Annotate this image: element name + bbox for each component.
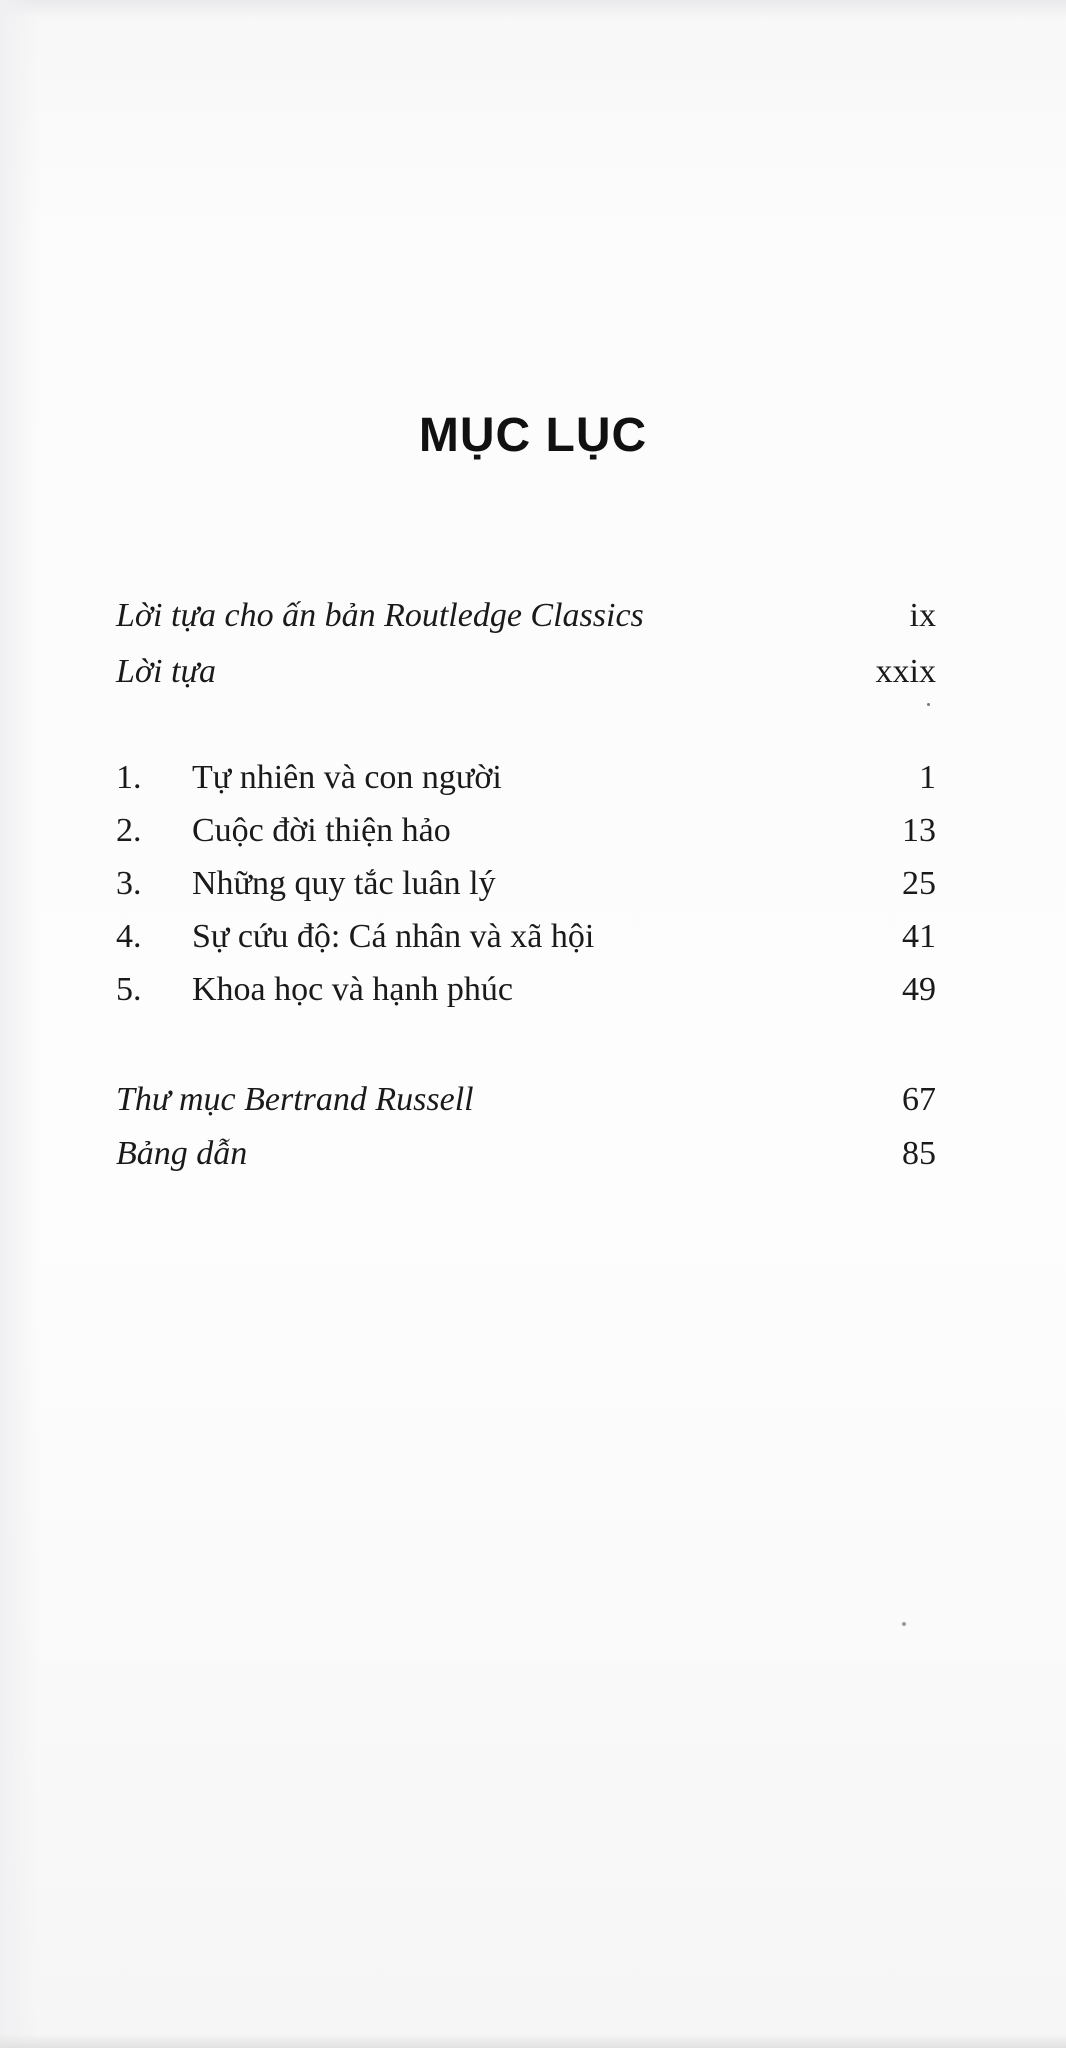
chapter-number: 5. <box>116 971 142 1008</box>
toc-entry-page: ix <box>909 597 936 634</box>
toc-chapter-3 <box>116 860 936 908</box>
toc-entry-bibliography <box>116 1076 936 1124</box>
toc-heading: MỤC LỤC <box>418 409 648 462</box>
toc-chapter-5 <box>116 966 936 1014</box>
toc-entry-label: Lời tựa cho ấn bản Routledge Classics <box>116 597 644 634</box>
toc-entry-page: 85 <box>902 1135 936 1172</box>
chapter-page: 1 <box>919 759 936 796</box>
toc-entry-preface <box>116 648 936 696</box>
toc-entry-index <box>116 1130 936 1178</box>
chapter-number: 1. <box>116 759 142 796</box>
toc-entry-page: 67 <box>902 1081 936 1118</box>
chapter-page: 41 <box>902 918 936 955</box>
chapter-title: Cuộc đời thiện hảo <box>192 812 451 849</box>
toc-entry-label: Thư mục Bertrand Russell <box>116 1081 474 1118</box>
chapter-title: Sự cứu độ: Cá nhân và xã hội <box>192 918 595 955</box>
chapter-number: 2. <box>116 812 142 849</box>
chapter-page: 25 <box>902 865 936 902</box>
paper-speck <box>902 1622 906 1626</box>
paper-speck <box>927 703 930 706</box>
chapter-title: Tự nhiên và con người <box>192 759 502 796</box>
chapter-title: Những quy tắc luân lý <box>192 865 496 902</box>
chapter-number: 3. <box>116 865 142 902</box>
toc-entry-label: Bảng dẫn <box>116 1135 248 1172</box>
chapter-page: 13 <box>902 812 936 849</box>
toc-entry-preface-routledge <box>116 592 936 640</box>
page-bottom-shadow <box>0 2034 1066 2048</box>
chapter-title: Khoa học và hạnh phúc <box>192 971 514 1008</box>
toc-entry-label: Lời tựa <box>116 653 216 690</box>
toc-chapter-1 <box>116 754 936 802</box>
chapter-number: 4. <box>116 918 142 955</box>
toc-chapter-4 <box>116 913 936 961</box>
page-left-shadow <box>0 0 40 2048</box>
page-top-shadow <box>0 0 1066 18</box>
toc-chapter-2 <box>116 807 936 855</box>
chapter-page: 49 <box>902 971 936 1008</box>
toc-entry-page: xxix <box>875 653 936 690</box>
